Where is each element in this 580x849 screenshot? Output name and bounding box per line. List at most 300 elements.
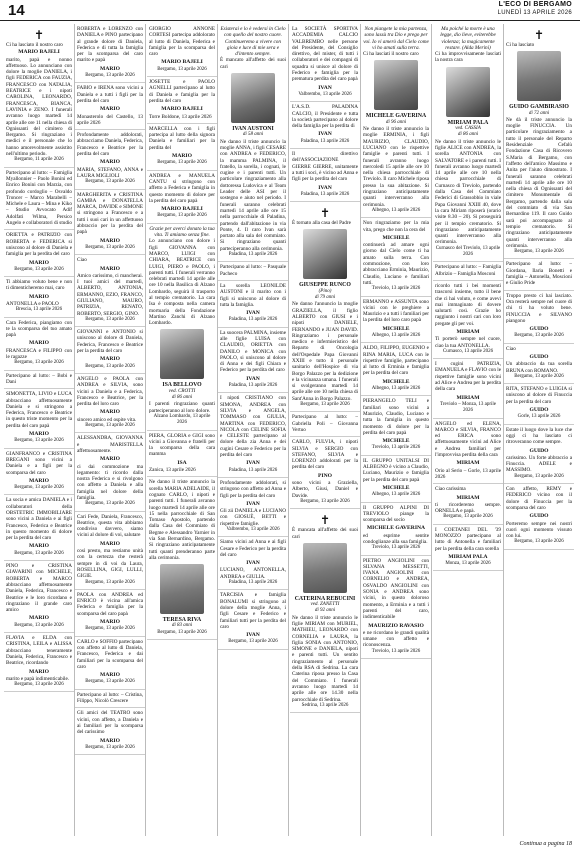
- notice-date: Bergamo, 13 aprile 2026: [228, 639, 278, 645]
- issue-date: LUNEDÌ 13 APRILE 2026: [497, 10, 572, 16]
- signature-name: MIRIAM: [456, 394, 480, 401]
- notice-text: Cari Fede, Daniela, Francesco, Beatrice, questa vita abbiamo condiviso davvero, siamo vicini al dolore di voi, salutare: [77, 513, 143, 539]
- notice-date: Albegno, 13 aprile 2026: [371, 492, 421, 498]
- obituary-notice: [147, 171, 217, 224]
- notice-text: CARLO, FULVIA, i nipoti SILVIA e SERGIO con STEFANO, SILVIA e LORENZO addolorati per la perdita del caro: [292, 439, 358, 471]
- obituary-notice: [504, 259, 574, 290]
- signature-name: MAURIZIO RAVASIO: [368, 622, 424, 629]
- notice-date: Bergamo, 13 aprile 2026: [300, 402, 350, 408]
- notice-body: Ne danno il triste annuncio le figlie MIRIAM con MURIEL, MATHIEU, LEONARDO con CORNELIA e LAURA, la figlia SONIA con ANTONIO, SIMONE e DANIELA, nipoti e parenti tutti. Un sentito ringraziamento al personale della RSA di Sedrina. La cara Caterina riposa presso la Casa del Commiato. I funerali avranno luogo martedì 14 aprile alle ore 14.30 nella parrocchiale di Sedrina.: [292, 614, 358, 703]
- portrait-photo: [303, 543, 347, 593]
- deceased-name: ISA BELLOVO: [162, 382, 202, 389]
- notice-date: Gorle, 13 aprile 2026: [517, 414, 561, 420]
- deceased-subname: (Pino): [318, 288, 332, 294]
- obituary-notice: [75, 83, 145, 130]
- signature-name: MARIO: [100, 619, 120, 626]
- notice-text: PIETRO ANGIOLINI con SILVANA MESSETTI, IVANA ANGIOLINI con CORNELIO e ANDREA, OSVALDO ANGIOLINI con SONIA e ANDREA sono vicini, in questo doloroso momento, a Erminia e a tutti i parenti del caro, indimenticabile: [363, 557, 429, 621]
- deceased-name: CATERINA REBUCINI: [294, 595, 356, 602]
- notice-text: FABIO e IRENA sono vicini a Daniela e a tutti i figli per la perdita del caro: [77, 85, 143, 104]
- obituary-notice: [75, 512, 145, 590]
- notice-text: RITA, STEFANO e LUIGIA si uniscono al dolore di Finuccia per la perdita del caro: [506, 386, 572, 405]
- signature-name: MARIO: [100, 237, 120, 244]
- signature-name: IVAN: [246, 560, 260, 567]
- deceased-age: di 83 anni: [171, 623, 193, 629]
- notice-text: ALESSANDRA, GIOVANNA e MARISTELLA affettuosamente.: [77, 435, 143, 454]
- notice-date: Paladina, 13 aprile 2026: [300, 138, 350, 144]
- notice-text: La sorella LEONILDE AUSTONI e il marito con i figli si uniscono al dolore di tutta la famiglia.: [220, 282, 286, 308]
- obituary-notice: [218, 590, 288, 649]
- obituary-notice: [75, 24, 145, 83]
- signature-name: GUIDO: [529, 513, 549, 520]
- notice-text: Siamo vicini ad Anna e ai figli Cesare e Federico per la perdita del caro: [220, 539, 286, 558]
- notice-date: Bergamo, 13 aprile 2026: [157, 160, 207, 166]
- notice-date: Bergamo, 13 aprile 2026: [14, 266, 64, 272]
- obituary-notice: [75, 374, 145, 433]
- obituary-notice: [361, 24, 431, 218]
- obituary-notice: [290, 24, 360, 102]
- signature-name: MIRIAM: [456, 460, 480, 467]
- notice-date: Paladina, 13 aprile 2026: [228, 383, 278, 389]
- notice-body: marito, papà e nonno affettuoso. Lo annunciano con dolore la moglie DANIELA, i figli FEDERICA con FAUZIA, FRANCESCO con NATALIA, BEATRICE e i nipoti CAROLINA, LEONARDO, FRANCESCA, BIANCA, LAVINIA e ZENO. I funerali avranno luogo martedì 14 aprile alle ore 11 nella chiesa di Ognissanti del cimitero di Bergamo. Si ringraziano i medici e il personale che lo hanno amorevolmente assistito nell'ultimo periodo.: [6, 56, 72, 158]
- obituary-notice: [147, 224, 217, 431]
- signature-name: MICHELE: [382, 438, 410, 445]
- notice-text: Partecipano al lutto: – Famiglia Albrizio – Famiglia Mosconi: [435, 264, 501, 277]
- obituary-notice: [504, 425, 574, 484]
- notice-body: Ne danno il triste annuncio la moglie ERMINIA, i figli MAURIZIO, CLAUDIO, LUCIANO con le rispettive famiglie e parenti tutti. I funerali avranno luogo mercoledì 15 aprile alle ore 10 nella chiesa parrocchiale di Treviolo. Il caro Michele riposa presso la sua abitazione. Si ringraziano anticipatamente quanti interverranno alla cerimonia.: [363, 126, 429, 208]
- newspaper-name: L'ECO DI BERGAMO: [498, 1, 572, 8]
- notice-extra: FRANCESCA e FILIPPO con le ragazze: [6, 347, 72, 361]
- obituary-notice: [433, 281, 503, 359]
- notice-text: Ciao carissima: [435, 486, 466, 493]
- obituary-notice: [433, 359, 503, 418]
- deceased-age: di 72 anni: [528, 110, 550, 116]
- obituary-notice: [75, 190, 145, 256]
- notice-extra: Monasterolo del Castello, 13 aprile 2026: [77, 113, 143, 126]
- notice-text: Profondamente addolorati, abbracciamo Daniela, Federica, Francesco e Beatrice per la perdita del caro: [77, 132, 143, 158]
- notice-text: TARCISIA e famiglia BONALUMI si stringono al dolore della moglie Anna, i figli Cesare e Federico e familiari tutti per la perdita del caro: [220, 592, 286, 630]
- signature-name: MICHELE GAVERINA: [366, 525, 426, 532]
- deceased-subname: ved. CROTTI: [168, 388, 196, 394]
- portrait-photo: [374, 60, 418, 110]
- notice-text: FLAVIA e ELDA con CRISTINA, LEILA e ALISSA abbracciano teneramente Daniela, Federica, Francesco e Beatrice, ricordando: [6, 635, 72, 667]
- notice-text: ORIETTA e PATRIZIO con ROBERTA e FEDERICA si uniscono al dolore di Daniela e famiglia per la perdita del caro: [6, 232, 72, 258]
- column-8: [504, 24, 574, 836]
- obituary-notice: [361, 556, 431, 659]
- signature-name: MARIO: [172, 153, 192, 160]
- notice-extra: Amico carissimo, ci mancherai. I tuoi amici del martedì, ALBERTO, ANTONIA, ERMANNO, EZIO, FRANCO, GIULIANO, MAURO, PATRIZIA, RENATO, ROBERTO, SERGIO, GINO.: [77, 272, 143, 317]
- notice-date: Bergamo, 13 aprile 2026: [14, 682, 64, 688]
- notice-text: Partecipano al lutto: – Giordana, Ilaria Bonetti e famiglia – Antonella, Moscioni e Giulio Pride: [506, 261, 572, 287]
- signature-name: MARIO: [100, 159, 120, 166]
- obituary-notice: [75, 327, 145, 374]
- column-4: [218, 24, 289, 836]
- obituary-notice: [147, 477, 217, 640]
- signature-name: MIRIAM PALA: [448, 553, 488, 560]
- notice-extra: ti ricorderemo sempre. ORNELLA e papà.: [435, 501, 501, 515]
- notice-text: Profondamente addolorati, si stringono con affetto ad Anna e figli per la perdita del caro: [220, 479, 286, 499]
- notice-date: Curnasco del Treviolo, 13 aprile 2026: [435, 245, 501, 258]
- notice-date: Bergamo, 13 aprile 2026: [14, 438, 64, 444]
- deceased-name: GUIDO GAMBIRASIO: [509, 104, 569, 111]
- signature-name: MIRIAM: [456, 328, 480, 335]
- cross-icon: ✝: [533, 28, 545, 42]
- notice-extra: Torre Boldone, 13 aprile 2026: [149, 113, 212, 120]
- notice-extra: ci dai commozione ma legamento: ti ricordo dalla nostra Federica e si rivolgono con affetto a Daniela e alla famiglia nel dolore della famiglia.: [77, 463, 143, 501]
- signature-name: IVAN: [246, 375, 260, 382]
- notice-text: Partecipano al lutto: – Cristina, Filippo, Nicolò Crescere: [77, 691, 143, 705]
- notice-text: JOSETTE e PAOLO AGNELLI partecipano al lutto di Daniela e famiglia per la perdita del caro: [149, 79, 215, 104]
- notice-date: Bergamo, 13 aprile 2026: [514, 539, 564, 545]
- notice-text: PAOLA con ANDREA ed ENRICO è vicina all'amica Federica e famiglia per la scomparsa del caro papà: [77, 591, 143, 617]
- signature-name: MARIO: [29, 615, 49, 622]
- notice-extra: Zanica, 13 aprile 2026: [149, 467, 196, 474]
- deceased-name: TERESA RIVA: [162, 617, 202, 624]
- notice-date: Bergamo, 13 aprile 2026: [14, 622, 64, 628]
- obituary-notice: [4, 24, 74, 168]
- signature-name: MICHELE: [382, 325, 410, 332]
- obituary-notice: [433, 24, 503, 262]
- notice-text: L'A.S.D. PALADINA CALCIO, il Presidente e tutta la società partecipano al dolore della famiglia per la perdita di: [292, 104, 358, 130]
- notice-date: Valbrembo, 13 aprile 2026: [298, 91, 352, 97]
- notice-date: Albegno, 13 aprile 2026: [371, 207, 421, 213]
- notice-date: Bergamo, 13 aprile 2026: [14, 485, 64, 491]
- obituary-notice: [75, 433, 145, 511]
- notice-text: I COETANEI DEL '39 MONOZZO partecipano al lutto di Antonella e familiari per la perdita della cara sorella: [435, 526, 501, 552]
- signature-name: MARIO: [100, 540, 120, 547]
- obituary-notice: [361, 456, 431, 503]
- signature-name: MICHELE: [382, 234, 410, 241]
- obituary-notice: [290, 437, 360, 509]
- portrait-photo: [517, 51, 561, 101]
- deceased-age: di 86 anni: [457, 132, 479, 138]
- obituary-notice: [4, 495, 74, 561]
- signature-name: MARIO: [100, 456, 120, 463]
- obituary-notice: [290, 102, 360, 149]
- notice-date: Bergamo, 13 aprile 2026: [443, 514, 493, 520]
- signature-name: MARIO: [29, 340, 49, 347]
- deceased-name: MARIO BAJELI: [18, 49, 60, 56]
- notice-text: SIMONETTA, LIVIO e LUCA abbracciano affettuosamente Daniela e si stringono a Federica, Francesco e Beatrice in questo triste momento per la perdita del caro papà: [6, 391, 72, 429]
- obituary-notice: [4, 318, 74, 371]
- signature-name: MARIO: [29, 293, 49, 300]
- signature-name: MARIO: [29, 477, 49, 484]
- notice-text: PIERA, GLORIA e GIGI sono vicini a Giovanna e fratelli per la scomparsa della cara mamma: [149, 432, 215, 458]
- notice-text: La socia e amica DANIELA e i collaboratori della OBSTETRIC IMMOBILIARE sono vicini a Daniela e ai figli Francesco, Federica e Beatrice in questo momento di dolore per la perdita del caro: [6, 497, 72, 542]
- signature-name: IVAN: [318, 184, 332, 191]
- notice-date: Bergamo, 11 aprile 2026: [14, 157, 64, 163]
- obituary-notice: [4, 230, 74, 277]
- notice-body: Ne danno il triste annuncio le figlie ALICE con ANDREA, la sorella ANTONIA con SALVATORE e i parenti tutti. I funerali avranno luogo martedì 14 aprile alle ore 10 nella chiesa parrocchiale di Curnasco di Treviolo, partendo dalla Casa del Commiato Federici di Grassobbio in viale Papa Giovanni XXIII 40, dove la cara Miriam riposerà (orario visite 8.30 – 20). Si proseguirà per il tempio crematorio. Si ringraziano anticipatamente quanti interverranno alla cerimonia.: [435, 138, 501, 246]
- signature-name: ISA: [177, 459, 187, 466]
- signature-name: MARIO: [100, 356, 120, 363]
- signature-name: MIRIAM: [456, 494, 480, 501]
- column-2: [75, 24, 146, 836]
- obituary-notice: [290, 412, 360, 437]
- cross-icon: ✝: [319, 206, 331, 221]
- notice-text: Il direttivo dell'ASSOCIAZIONE GIERRE GIERRE, unitamente a tutti i soci, è vicino ad Anna e figli per la perdita del caro: [292, 151, 358, 183]
- deceased-age: di 58 anni: [242, 132, 264, 138]
- obituary-notice: [433, 419, 503, 485]
- signature-name: IVAN: [246, 500, 260, 507]
- notice-date: Bergamo, 13 aprile 2026: [157, 66, 207, 72]
- notice-date: Bergamo, 13 aprile 2026: [85, 73, 135, 79]
- obituary-notice: [433, 525, 503, 572]
- notice-date: Bergamo, 13 aprile 2026: [85, 744, 135, 750]
- notice-date: Bergamo, 13 aprile 2026: [300, 498, 350, 504]
- obituary-notice: [147, 77, 217, 124]
- obituary-notice: [4, 389, 74, 448]
- signature-name: GUIDO: [529, 326, 549, 333]
- column-7: [433, 24, 504, 836]
- obituary-notice: [504, 384, 574, 424]
- notice-text: Estate il luogo dove la luce che oggi ci ha lasciato ci ritroveranno come sempre.: [506, 426, 572, 446]
- deceased-subname: ved. ZANETTI: [310, 602, 340, 608]
- notice-text: È tornato alla casa del Padre: [292, 220, 351, 227]
- signature-name: IVAN: [246, 460, 260, 467]
- signature-name: MICHELE: [382, 484, 410, 491]
- notice-body: Ne dà il triste annuncio la moglie FINUCCIA. Un particolare ringraziamento a tutto il personale del Reparto Residenziale Cefalù Fondazione Casa di Ricovero S.Maria di Bergamo, con l'affetto dell'amico Massimo e Anita per l'aiuto dimostrato. I funerali saranno celebrati martedì 14 aprile alle ore 10 nella chiesa di Ognissanti del cimitero Monumentale di Bergamo, partendo dalla sala del commiato di via San Bernardino 119. Il caro Guido sarà poi accompagnato al tempio crematorio. Si ringraziano anticipatamente quanti interverranno alla cerimonia.: [506, 116, 572, 249]
- page-number: 14: [8, 2, 25, 19]
- obituary-notice: [75, 255, 145, 327]
- signature-name: IVAN: [318, 131, 332, 138]
- obituary-notice: [218, 478, 288, 537]
- notice-text: Partecipano al lutto: – Gabriella Poli – Giovanna Vertuo: [292, 414, 358, 433]
- deceased-age: di 96 anni: [385, 119, 407, 125]
- notice-date: Paladina, 13 aprile 2026: [228, 252, 278, 258]
- notice-date: Alzano Lombardo, 13 aprile 2026: [153, 413, 211, 426]
- obituary-notice: [433, 262, 503, 281]
- notice-text: Ciao: [77, 257, 87, 264]
- notice-date: Bergamo, 13 aprile 2026: [85, 579, 135, 585]
- portrait-photo: [160, 564, 204, 614]
- notice-extra: e ne ricordano le grandi qualità umane con affetto e riconoscenza.: [363, 629, 429, 649]
- signature-name: MARIO BAJELI: [161, 106, 203, 113]
- quote: Non piangete la mia partenza, sono lassù tra Dio e prego per voi. Io vi amerò dal Cielo come vi ho amati sulla terra.: [363, 26, 429, 51]
- cross-icon: ✝: [33, 28, 45, 42]
- obituary-notice: [75, 708, 145, 755]
- notice-text: Ti abbiamo voluto bene e non ti dimenticheremo mai, caro: [6, 279, 72, 292]
- obituary-notice: [504, 484, 574, 550]
- notice-date: Paladina, 13 aprile 2026: [228, 467, 278, 473]
- obituary-notice: [361, 343, 431, 396]
- obituary-notice: [433, 484, 503, 524]
- notice-body: Ne danno l'annuncio la moglie GRAZIELLA, il figlio ALBERTO con GIUSI e i nipoti DANIELE, FERNANDO e JUAN DAVID. Ringraziamo i personale medico e infermieristico del Reparto di Oncologia dell'Ospedale Papa Giovanni XXIII e tutto il personale sanitario dell'Hospice di via Borgo Palazzo per la dedizione e la vicinanza umana. I funerali si svolgeranno martedì 14 aprile alle ore 10 nella chiesa di Sant'Anna in Borgo Palazzo.: [292, 301, 358, 402]
- notice-text: ROBERTA e LORENZO con DANIELA e PINO partecipano al grande dolore di Daniela, Federica e di tutta la famiglia per la scomparsa del caro marito e papà: [77, 26, 143, 64]
- portrait-photo: [231, 73, 275, 123]
- notice-text: Con affetto, REMY e FEDERICO vicino con il dolore di Finuccia per la scomparsa del caro: [506, 486, 572, 511]
- notice-date: Bergamo, 13 aprile 2026: [85, 244, 135, 250]
- obituary-notice: [147, 124, 217, 171]
- notice-date: Bergamo, 13 aprile 2026: [85, 626, 135, 632]
- obituary-notice: [504, 291, 574, 344]
- notice-date: Valbrembo, 13 aprile 2026: [226, 527, 280, 532]
- notice-date: Albegno, 13 aprile 2026: [371, 386, 421, 392]
- column-5: [290, 24, 361, 836]
- notice-text: Ciao: [506, 345, 516, 352]
- notice-body: Ne danno il triste annuncio la moglie ANNA, i figli CESARE con ANDREA e FEDERICO, la mamma PALMINA, il fratello, la sorella, i cognati, le cugine e i parenti tutti. Un particolare ringraziamento alla dottoressa Ludovica e al Team Leader delle ASI per il sostegno e aiuto nel periodo. I funerali saranno celebrati martedì 14 aprile alle ore 15 nella parrocchiale di Paladina, partendo dall'abitazione in via Ponte, 4. Il caro Ivan sarà portato alla sala del commiato. Si ringraziano quanti parteciperanno alla cerimonia.: [220, 138, 286, 252]
- notice-text: Ne danno il triste annuncio la sorella MARIA ADELAIDE, il cognato CARLO, i nipoti e parenti tutti. I funerali avranno luogo martedì 14 aprile alle ore 15 nella parrocchiale di San Tomaso Apostolo, partendo dalla Casa del Commiato di Begme e Alessandro Yarnier in via San Bernardino, Bergamo. Si ringraziano anticipatamente tutti quanti prenderanno parte alla cerimonia.: [149, 479, 215, 561]
- notice-text: ANGELO e PAOLA con ANDREA e SILVIA, sono vicini a Daniela e a Federica, Francesco e Beatrice, per la perdita del loro caro: [77, 375, 143, 408]
- obituary-notice: [4, 561, 74, 633]
- notice-text: IL GRUPPO UNITALSI DI ALBEGNO è vicino a Claudio, Luciano, Maurizio e famiglia per la perdita del caro papà: [363, 457, 429, 483]
- notice-date: Sedrina, 13 aprile 2026: [301, 702, 349, 708]
- signature-name: MARIO: [100, 672, 120, 679]
- notice-extra: Un abbraccio da tua sorella BRUNA con ROMANO.: [506, 361, 572, 374]
- notice-date: Bergamo, 13 aprile 2026: [85, 423, 135, 429]
- notice-text: Gli amici del TEATRO sono vicini, con affetto, a Daniela e ai familiari per la scomparsa del carissimo: [77, 710, 143, 736]
- signature-name: MARIO: [29, 431, 49, 438]
- signature-name: GUIDO: [529, 353, 549, 360]
- notice-text: Troppo presto ci hai lasciato. Ora resterà sempre nel cuore di chi ti ha voluto bene. FINUCCIA e SILVANO piangono: [506, 292, 572, 324]
- deceased-age: di 86 anni: [171, 395, 193, 401]
- notice-text: Ci ha lasciato: [506, 42, 535, 48]
- signature-name: MARIO: [29, 259, 49, 266]
- notice-date: Bergamo, 13 aprile 2026: [157, 629, 207, 635]
- deceased-name: MIRIAM PALA: [447, 119, 489, 126]
- obituary-notice: [4, 168, 74, 231]
- signature-name: MARIO BAJELI: [161, 59, 203, 66]
- page-header: [0, 0, 580, 21]
- notice-date: Treviolo, 13 aprile 2026: [371, 648, 421, 654]
- obituary-notice: [504, 344, 574, 384]
- notice-date: Brescia, 13 aprile 2026: [15, 307, 63, 313]
- notice-text: PIERANGELO TELI e familiari sono vicini a Maurizio, Claudio, Luciano e tutta la famiglia in questo momento di dolore per la perdita del caro papà: [363, 398, 429, 436]
- obituary-notice: [290, 202, 360, 412]
- obituary-notice: [75, 637, 145, 690]
- notice-date: Treviolo, 13 aprile 2026: [371, 545, 421, 551]
- notice-date: Treviolo – Monza, 13 aprile 2026: [439, 401, 497, 414]
- notice-extra: Ti porterò sempre nel cuore, ciao la tua ANTONELLA.: [435, 336, 501, 349]
- notice-text: ALDO, FILIPPO, EUGENIO e RINA MARIA, LUCA con le rispettive famiglie, partecipano al lutto di Erminia e famiglia per la perdita del caro: [363, 345, 429, 377]
- obituary-notice: [504, 24, 574, 259]
- portrait-photo: [446, 67, 490, 117]
- notice-text: Partecipano al lutto: – Pasquale Pacheco: [220, 264, 286, 277]
- signature-name: MARIO: [29, 668, 49, 675]
- deceased-name: IVAN AUSTONI: [232, 126, 274, 133]
- obituary-notice: [147, 431, 217, 478]
- notice-extra: ANTONELLA e PAOLO: [6, 300, 59, 307]
- notice-extra: così presto, ma restiamo unità con la certezza che resterà sempre in di voi da Laura, ROSELLINA, GIGI, LULLI, GIGIE.: [77, 548, 143, 580]
- notice-extra: LUCIANO, ANTONELLA, ANDREA e GIULIA.: [220, 567, 286, 580]
- deceased-name: MICHELE GAVERINA: [365, 113, 427, 120]
- deceased-age: di 79 anni: [314, 295, 336, 301]
- notice-date: Bergamo, 13 aprile 2026: [85, 679, 135, 685]
- signature-name: MARIO BAJELI: [161, 206, 203, 213]
- notice-text: Partecipano al lutto: – Famiglia Myallonnier – Paolo Bonini ed Enrico Bonini con Marzia, con profondo cordoglio – Osvaldo Troncer – Marco Marabelli – Michele e Laura – Mina e Kiko – Studio Avvocato Adif Adolfati Wilma, Persico Angelo e collaboratori di studio: [6, 169, 72, 227]
- continued-note: Continua a pagina 18: [519, 841, 572, 847]
- obituary-notice: [218, 262, 288, 281]
- notice-text: Lo annunciano con dolore i figli GIOVANNA con MARCO, LUIGI con CHIARA, BEATRICE con LUIGI, PIERO e PAOLO, i parenti tutti. I funerali verranno celebrati martedì 14 aprile alle ore 10 nella Basilica di Alzano Lombardo, seguirà il trasporto al tempio crematorio. La cara Isa è composta nella camera mortuaria della Fondazione Martino Zanchi di Alzano Lombardo.: [149, 238, 215, 327]
- deceased-name: GIUSEPPE RUNCO: [299, 282, 351, 289]
- column-1: [4, 24, 75, 836]
- obituary-notice: [4, 371, 74, 390]
- obituary-notice: [218, 328, 288, 394]
- notice-date: Bergamo, 13 aprile 2026: [514, 249, 564, 255]
- notice-text: GIANFRANCO e CRISTINA BREGANI sono vicini a Daniela e a figli per la scomparsa del caro: [6, 450, 72, 476]
- notice-date: Albegno, 13 aprile 2026: [371, 332, 421, 338]
- notice-date: Bergamo, 13 aprile 2026: [85, 363, 135, 369]
- notice-extra: continuerà ad amare ogni giorno dal Cielo come ti ha amato sulla terra. Con commozione, con loro abbracciano Erminia, Maurizio, Claudio, Luciano e familiari tutti.: [363, 242, 429, 286]
- notice-text: CARLO e SOFFIO partecipano con affetto al lutto di Daniela, Francesco, Federica e dai familiari per la scomparsa del caro: [77, 638, 143, 670]
- notice-text: ANDREA e MANUELA CANTU si stringono con affetto a Federica e famiglia in questo momento di dolore per la perdita del caro papà: [149, 172, 215, 204]
- obituary-notice: [361, 218, 431, 296]
- deceased-age: di 92 anni: [314, 608, 336, 614]
- signature-name: MARIO: [100, 737, 120, 744]
- obituary-notice: [147, 24, 217, 77]
- signature-name: MARIO: [100, 106, 120, 113]
- notice-date: Bergamo, 13 aprile 2026: [14, 550, 64, 556]
- notice-date: Bergamo, 13 aprile 2026: [85, 179, 135, 185]
- notice-date: Bergamo, 13 aprile 2026: [157, 213, 207, 219]
- notice-date: Bergamo, 13 aprile 2026: [85, 316, 135, 322]
- cross-icon: ✝: [319, 513, 331, 528]
- notice-date: Monza, 13 aprile 2026: [445, 561, 491, 567]
- notice-text: GIORGIO ANNONE CORTESI partecipa addolorato al lutto di Daniela, Federica e famiglia per la scomparsa del caro: [149, 26, 215, 58]
- notice-date: Treviolo, 13 aprile 2026: [371, 445, 421, 451]
- notice-date: Bergamo, 13 aprile 2026: [514, 333, 564, 339]
- notice-date: Treviolo, 13 aprile 2026: [371, 286, 421, 292]
- notice-text: La SOCIETÀ SPORTIVA ACCADEMIA CALCIO VALBREMBO nelle persone del Presidente, del Consiglio direttivo, del mister, di tutti i collaboratori e dei compagni di squadra si unisce al dolore di Federico e famiglia per la prematura perdita del caro papà: [292, 26, 358, 83]
- quote: Ma poiché la morte è una legge, dio lieve, eviterebbe violenza; la magicamente restare. (Alda Merini): [440, 26, 496, 51]
- notice-date: Paladina, 13 aprile 2026: [228, 317, 278, 323]
- signature-name: MARIO: [100, 65, 120, 72]
- obituary-notice: [361, 503, 431, 556]
- obituary-notice: [75, 590, 145, 637]
- column-6: [361, 24, 432, 836]
- obituary-notice: [218, 281, 288, 328]
- obituary-notice: [218, 537, 288, 590]
- obituary-notice: [218, 393, 288, 478]
- notice-text: I cugini PATRIZIA, EMANUELA e FLAVIO con le rispettive famiglie sono vicini ad Alice e Andrea per la perdita della cara: [435, 361, 501, 393]
- notice-text: Non ringraziamo per la mia vita, prego che non la cera del: [363, 220, 429, 233]
- notice-text: I nipoti CRISTIANO con SIMONA, ANDREA con SILVIA e ANGELA, TOMMASO con GIULIA, MARTINA con FEDERICO, NICOLA con CELINE SOFIA e CELESTE partecipano al dolore della zia Anna e dei cugini Cesare e Federico per la perdita del caro: [220, 395, 286, 459]
- notice-date: Bergamo, 13 aprile 2026: [514, 473, 564, 479]
- notice-date: Paladina, 13 aprile 2026: [228, 580, 278, 586]
- signature-name: PINO: [318, 472, 332, 479]
- notice-text: MARGHERITA e CRISTINA GAMBA e DONATELLA MARCA, DAVIDE e SIMONE si stringono a Francesco e a tutti i suoi cari in un affettuoso abbraccio per la perdita del papà: [77, 191, 143, 236]
- notice-extra: sono vicini a Graziella, Alberto, Giusi, Daniel e Davide.: [292, 480, 358, 499]
- notice-date: Curnasco, 13 aprile 2026: [442, 348, 494, 354]
- signature-name: MICHELE: [382, 378, 410, 385]
- notice-text: Cara Federica, piangiamo con te la scomparsa del tuo amato papà: [6, 319, 72, 339]
- obituary-notice: [4, 449, 74, 496]
- notice-date: Bergamo, 13 aprile 2026: [14, 360, 64, 366]
- notice-extra: MARIA, STEFANO, ANNA e LAURA MIGLIOLI: [77, 166, 143, 179]
- notice-text: La suocera PALMINA, insieme alle figlie LUISA con CLAUDIO, ORIETTA con DANILO e MONICA con PAOLO, si uniscono al dolore di Anna e dei figli Chiara e Federico per la perdita del caro: [220, 329, 286, 374]
- notice-extra: Porteremo sempre nei nostri cuori ogni momento vissuto con lui.: [506, 520, 572, 540]
- notice-extra: carissimo. Un forte abbraccio a Finuccia. ADELE e MASSIMO.: [506, 454, 572, 474]
- notice-extra: sincero amico ed ospite vita.: [77, 416, 137, 423]
- obituary-notice: [4, 277, 74, 317]
- notice-date: Paladina, 13 aprile 2026: [300, 191, 350, 197]
- obituary-notice: [361, 297, 431, 344]
- notice-text: È mancato all'affetto dei suoi cari: [220, 57, 286, 70]
- notice-extra: Gli zii DANIELA e LUCIANO con GIOSUÈ, BETTI e rispettive famiglie.: [220, 508, 286, 527]
- notice-text: Ci ha improvvisamente lasciati la nostra cara: [435, 51, 501, 64]
- notice-text: Ci ha lasciato il nostro caro: [6, 42, 63, 48]
- notice-text: GIOVANNI e ANTONIO si uniscono al dolore di Daniela, Federica, Francesco e Beatrice per la perdita del caro: [77, 329, 143, 355]
- notice-date: Bergamo, 13 aprile 2026: [85, 501, 135, 507]
- obituary-notice: [361, 396, 431, 455]
- signature-name: MARIO: [29, 543, 49, 550]
- notice-date: Bergamo, 13 aprile 2026: [514, 373, 564, 379]
- portrait-photo: [160, 329, 204, 379]
- notice-text: Ci ha lasciati il nostro caro: [363, 51, 419, 58]
- obituaries-grid: [4, 24, 576, 836]
- signature-name: GUIDO: [529, 407, 549, 414]
- masthead: [498, 1, 572, 17]
- notice-text: È mancata all'affetto dei suoi cari: [292, 527, 358, 540]
